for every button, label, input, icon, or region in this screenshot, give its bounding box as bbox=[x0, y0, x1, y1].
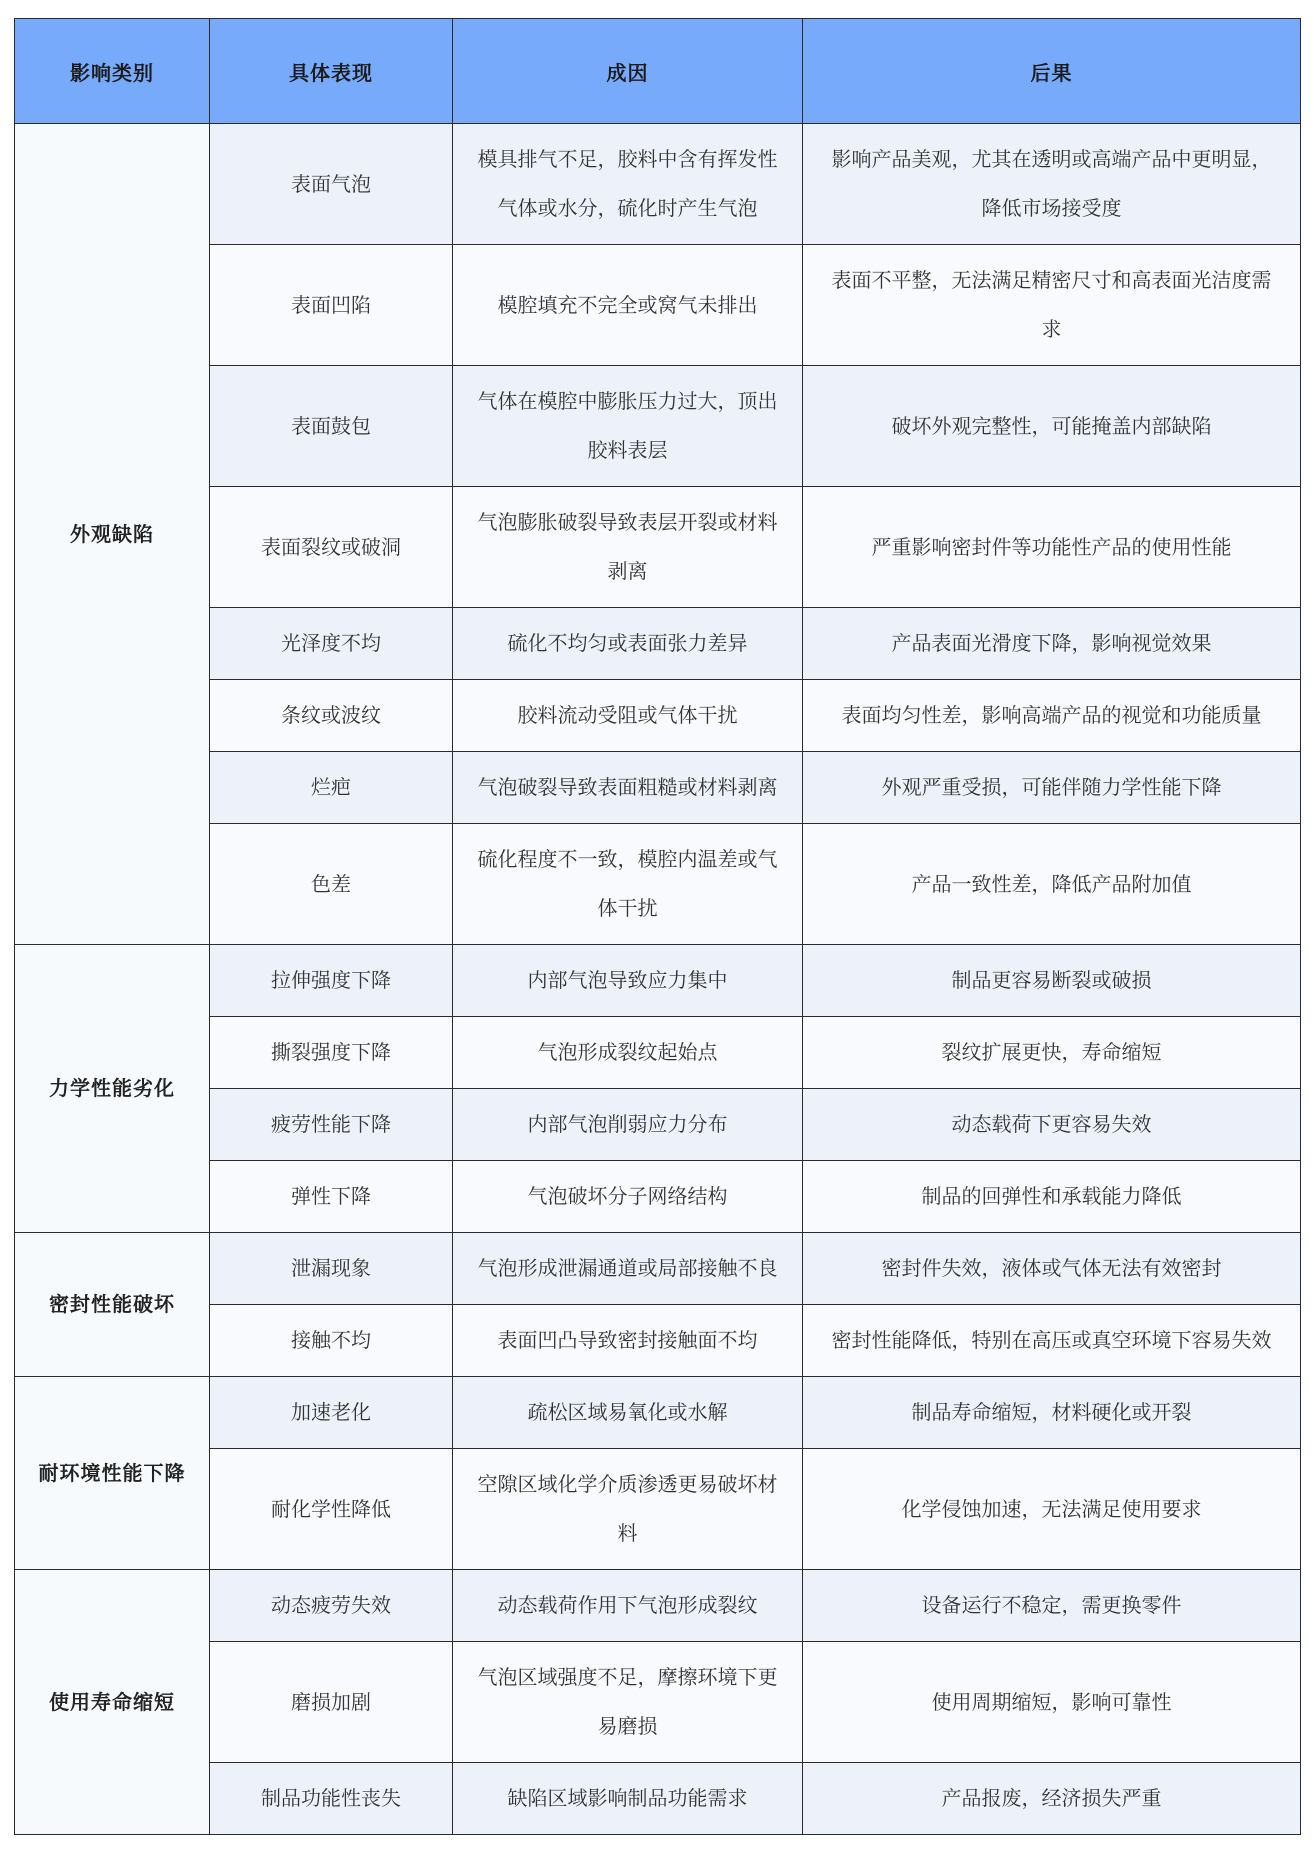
consequence-cell: 制品更容易断裂或破损 bbox=[803, 945, 1301, 1017]
consequence-cell: 制品的回弹性和承载能力降低 bbox=[803, 1161, 1301, 1233]
consequence-cell: 表面均匀性差，影响高端产品的视觉和功能质量 bbox=[803, 680, 1301, 752]
table-row bbox=[15, 124, 1301, 245]
consequence-cell: 动态载荷下更容易失效 bbox=[803, 1089, 1301, 1161]
column-header-consequence: 后果 bbox=[803, 19, 1301, 124]
cause-cell: 模腔填充不完全或窝气未排出 bbox=[453, 245, 803, 366]
consequence-cell: 设备运行不稳定，需更换零件 bbox=[803, 1570, 1301, 1642]
manifestation-cell: 弹性下降 bbox=[210, 1161, 453, 1233]
consequence-cell: 使用周期缩短，影响可靠性 bbox=[803, 1642, 1301, 1763]
category-cell: 密封性能破坏 bbox=[15, 1233, 210, 1377]
cause-cell: 气体在模腔中膨胀压力过大，顶出胶料表层 bbox=[453, 366, 803, 487]
table-row bbox=[15, 1233, 1301, 1305]
manifestation-cell: 加速老化 bbox=[210, 1377, 453, 1449]
manifestation-cell: 色差 bbox=[210, 824, 453, 945]
cause-cell: 空隙区域化学介质渗透更易破坏材料 bbox=[453, 1449, 803, 1570]
cause-cell: 内部气泡削弱应力分布 bbox=[453, 1089, 803, 1161]
cause-cell: 硫化不均匀或表面张力差异 bbox=[453, 608, 803, 680]
table-row bbox=[15, 1570, 1301, 1642]
cause-cell: 内部气泡导致应力集中 bbox=[453, 945, 803, 1017]
column-header-category: 影响类别 bbox=[15, 19, 210, 124]
manifestation-cell: 接触不均 bbox=[210, 1305, 453, 1377]
cause-cell: 疏松区域易氧化或水解 bbox=[453, 1377, 803, 1449]
cause-cell: 气泡破裂导致表面粗糙或材料剥离 bbox=[453, 752, 803, 824]
consequence-cell: 产品报废，经济损失严重 bbox=[803, 1763, 1301, 1835]
cause-cell: 气泡破坏分子网络结构 bbox=[453, 1161, 803, 1233]
cause-cell: 硫化程度不一致，模腔内温差或气体干扰 bbox=[453, 824, 803, 945]
table-row bbox=[15, 945, 1301, 1017]
manifestation-cell: 烂疤 bbox=[210, 752, 453, 824]
consequence-cell: 制品寿命缩短，材料硬化或开裂 bbox=[803, 1377, 1301, 1449]
manifestation-cell: 表面裂纹或破洞 bbox=[210, 487, 453, 608]
category-cell: 力学性能劣化 bbox=[15, 945, 210, 1233]
cause-cell: 气泡膨胀破裂导致表层开裂或材料剥离 bbox=[453, 487, 803, 608]
manifestation-cell: 耐化学性降低 bbox=[210, 1449, 453, 1570]
consequence-cell: 化学侵蚀加速，无法满足使用要求 bbox=[803, 1449, 1301, 1570]
cause-cell: 表面凹凸导致密封接触面不均 bbox=[453, 1305, 803, 1377]
manifestation-cell: 表面凹陷 bbox=[210, 245, 453, 366]
consequence-cell: 产品表面光滑度下降，影响视觉效果 bbox=[803, 608, 1301, 680]
consequence-cell: 外观严重受损，可能伴随力学性能下降 bbox=[803, 752, 1301, 824]
cause-cell: 模具排气不足，胶料中含有挥发性气体或水分，硫化时产生气泡 bbox=[453, 124, 803, 245]
manifestation-cell: 表面鼓包 bbox=[210, 366, 453, 487]
cause-cell: 胶料流动受阻或气体干扰 bbox=[453, 680, 803, 752]
consequence-cell: 严重影响密封件等功能性产品的使用性能 bbox=[803, 487, 1301, 608]
cause-cell: 气泡形成泄漏通道或局部接触不良 bbox=[453, 1233, 803, 1305]
consequence-cell: 影响产品美观，尤其在透明或高端产品中更明显，降低市场接受度 bbox=[803, 124, 1301, 245]
manifestation-cell: 疲劳性能下降 bbox=[210, 1089, 453, 1161]
manifestation-cell: 制品功能性丧失 bbox=[210, 1763, 453, 1835]
manifestation-cell: 撕裂强度下降 bbox=[210, 1017, 453, 1089]
manifestation-cell: 泄漏现象 bbox=[210, 1233, 453, 1305]
header-row bbox=[15, 19, 1301, 124]
consequence-cell: 密封性能降低，特别在高压或真空环境下容易失效 bbox=[803, 1305, 1301, 1377]
manifestation-cell: 光泽度不均 bbox=[210, 608, 453, 680]
cause-cell: 缺陷区域影响制品功能需求 bbox=[453, 1763, 803, 1835]
manifestation-cell: 表面气泡 bbox=[210, 124, 453, 245]
column-header-cause: 成因 bbox=[453, 19, 803, 124]
table-row bbox=[15, 1377, 1301, 1449]
consequence-cell: 裂纹扩展更快，寿命缩短 bbox=[803, 1017, 1301, 1089]
category-cell: 外观缺陷 bbox=[15, 124, 210, 945]
manifestation-cell: 拉伸强度下降 bbox=[210, 945, 453, 1017]
category-cell: 使用寿命缩短 bbox=[15, 1570, 210, 1835]
table-header bbox=[15, 19, 1301, 124]
manifestation-cell: 动态疲劳失效 bbox=[210, 1570, 453, 1642]
category-cell: 耐环境性能下降 bbox=[15, 1377, 210, 1570]
manifestation-cell: 磨损加剧 bbox=[210, 1642, 453, 1763]
consequence-cell: 产品一致性差，降低产品附加值 bbox=[803, 824, 1301, 945]
impact-table bbox=[14, 18, 1301, 1835]
manifestation-cell: 条纹或波纹 bbox=[210, 680, 453, 752]
cause-cell: 动态载荷作用下气泡形成裂纹 bbox=[453, 1570, 803, 1642]
cause-cell: 气泡形成裂纹起始点 bbox=[453, 1017, 803, 1089]
table-body bbox=[15, 124, 1301, 1835]
consequence-cell: 表面不平整，无法满足精密尺寸和高表面光洁度需求 bbox=[803, 245, 1301, 366]
column-header-manifestation: 具体表现 bbox=[210, 19, 453, 124]
cause-cell: 气泡区域强度不足，摩擦环境下更易磨损 bbox=[453, 1642, 803, 1763]
consequence-cell: 密封件失效，液体或气体无法有效密封 bbox=[803, 1233, 1301, 1305]
consequence-cell: 破坏外观完整性，可能掩盖内部缺陷 bbox=[803, 366, 1301, 487]
